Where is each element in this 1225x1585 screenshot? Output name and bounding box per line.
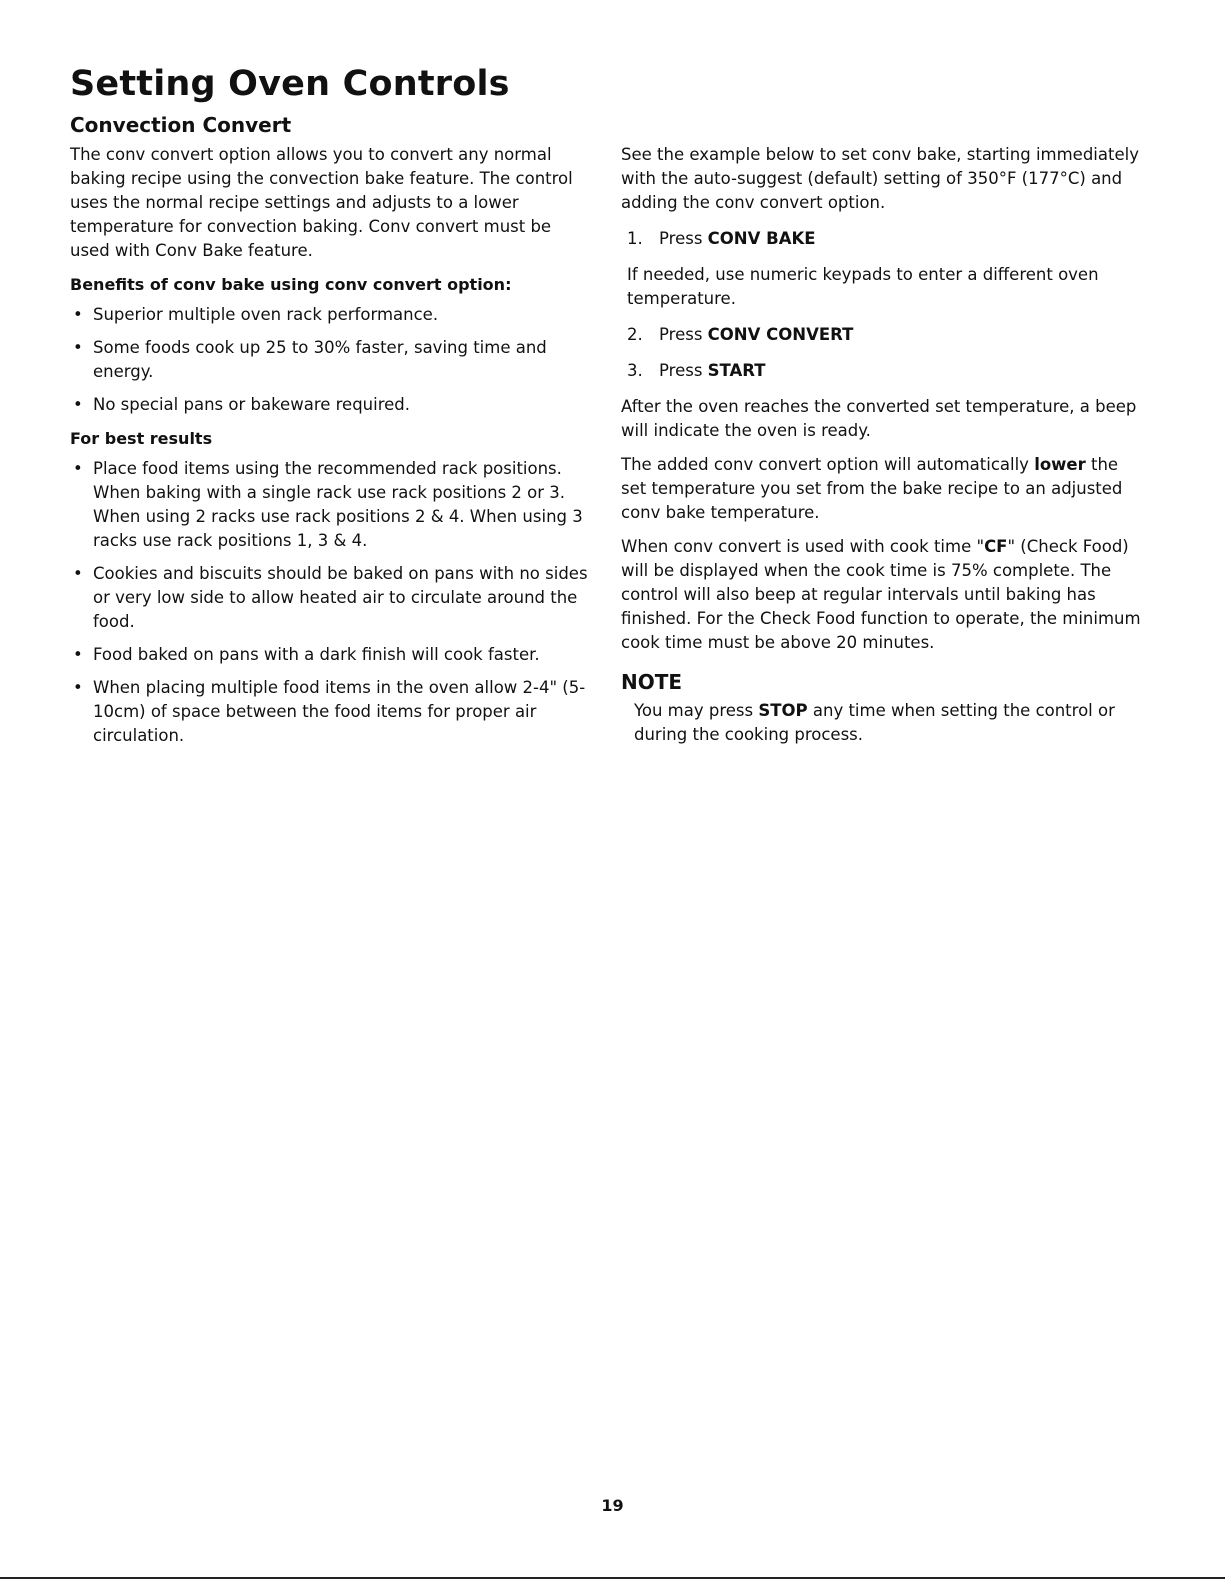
- note-heading: NOTE: [621, 670, 683, 694]
- list-item: • Cookies and biscuits should be baked on pans with no sides or very low side to allow heated air to circulate around the food.: [73, 564, 588, 631]
- bullet-icon: •: [73, 338, 83, 357]
- step-1-note: If needed, use numeric keypads to enter a different oven temperature.: [627, 265, 1099, 308]
- added-option-paragraph: The added conv convert option will automatically lower the set temperature you set from the bake recipe to an adjusted conv bake temperature.: [621, 455, 1123, 522]
- list-item: • No special pans or bakeware required.: [70, 393, 592, 417]
- conv-bake-key: CONV BAKE: [707, 229, 816, 248]
- page-number: 19: [601, 1496, 624, 1515]
- bullet-icon: •: [73, 395, 83, 414]
- conv-convert-key: CONV CONVERT: [707, 325, 854, 344]
- after-oven-paragraph: After the oven reaches the converted set temperature, a beep will indicate the oven is ready.: [621, 397, 1137, 440]
- bullet-icon: •: [73, 645, 83, 664]
- benefits-heading: Benefits of conv bake using conv convert option:: [70, 275, 512, 294]
- bullet-icon: •: [73, 678, 83, 697]
- start-key: START: [707, 361, 766, 380]
- step-2: 2. Press CONV CONVERT: [627, 323, 1146, 347]
- best-results-list: [70, 457, 592, 748]
- list-item: • Food baked on pans with a dark finish will cook faster.: [70, 643, 592, 667]
- list-item: • Superior multiple oven rack performance.: [70, 303, 592, 327]
- list-item: • Some foods cook up 25 to 30% faster, saving time and energy.: [73, 338, 547, 381]
- bottom-divider: [0, 1577, 1225, 1579]
- left-column: [70, 143, 592, 758]
- bullet-icon: •: [73, 564, 83, 583]
- benefits-list: [70, 303, 592, 417]
- step-number: 2.: [627, 325, 643, 344]
- intro-paragraph: The conv convert option allows you to convert any normal baking recipe using the convection bake feature. The control uses the normal recipe settings and adjusts to a lower temperature for convection baking. Conv convert must be used with Conv Bake feature.: [70, 145, 573, 260]
- note-body: You may press STOP any time when setting the control or during the cooking process.: [634, 701, 1115, 744]
- bullet-icon: •: [73, 305, 83, 324]
- best-results-heading: For best results: [70, 429, 213, 448]
- step-number: 3.: [627, 361, 643, 380]
- cook-time-paragraph: When conv convert is used with cook time "CF" (Check Food) will be displayed when the cook time is 75% complete. The control will also beep at regular intervals until baking has finished. For the Check Food function to operate, the minimum cook time must be above 20 minutes.: [621, 537, 1141, 652]
- step-3: 3. Press START: [627, 359, 1146, 383]
- bullet-icon: •: [73, 459, 83, 478]
- list-item: • Place food items using the recommended rack positions. When baking with a single rack use rack positions 2 or 3. When using 2 racks use rack positions 2 & 4. When using 3 racks use rack positions 1, 3 & 4.: [73, 459, 583, 550]
- right-column: [621, 143, 1146, 757]
- example-intro: See the example below to set conv bake, starting immediately with the auto-suggest (default) setting of 350°F (177°C) and adding the conv convert option.: [621, 145, 1139, 212]
- list-item: • When placing multiple food items in the oven allow 2-4" (5-10cm) of space between the food items for proper air circulation.: [73, 678, 586, 745]
- section-title: Convection Convert: [70, 113, 292, 137]
- page-title: Setting Oven Controls: [70, 64, 510, 104]
- step-1: 1. Press CONV BAKE: [627, 227, 1146, 251]
- step-number: 1.: [627, 229, 643, 248]
